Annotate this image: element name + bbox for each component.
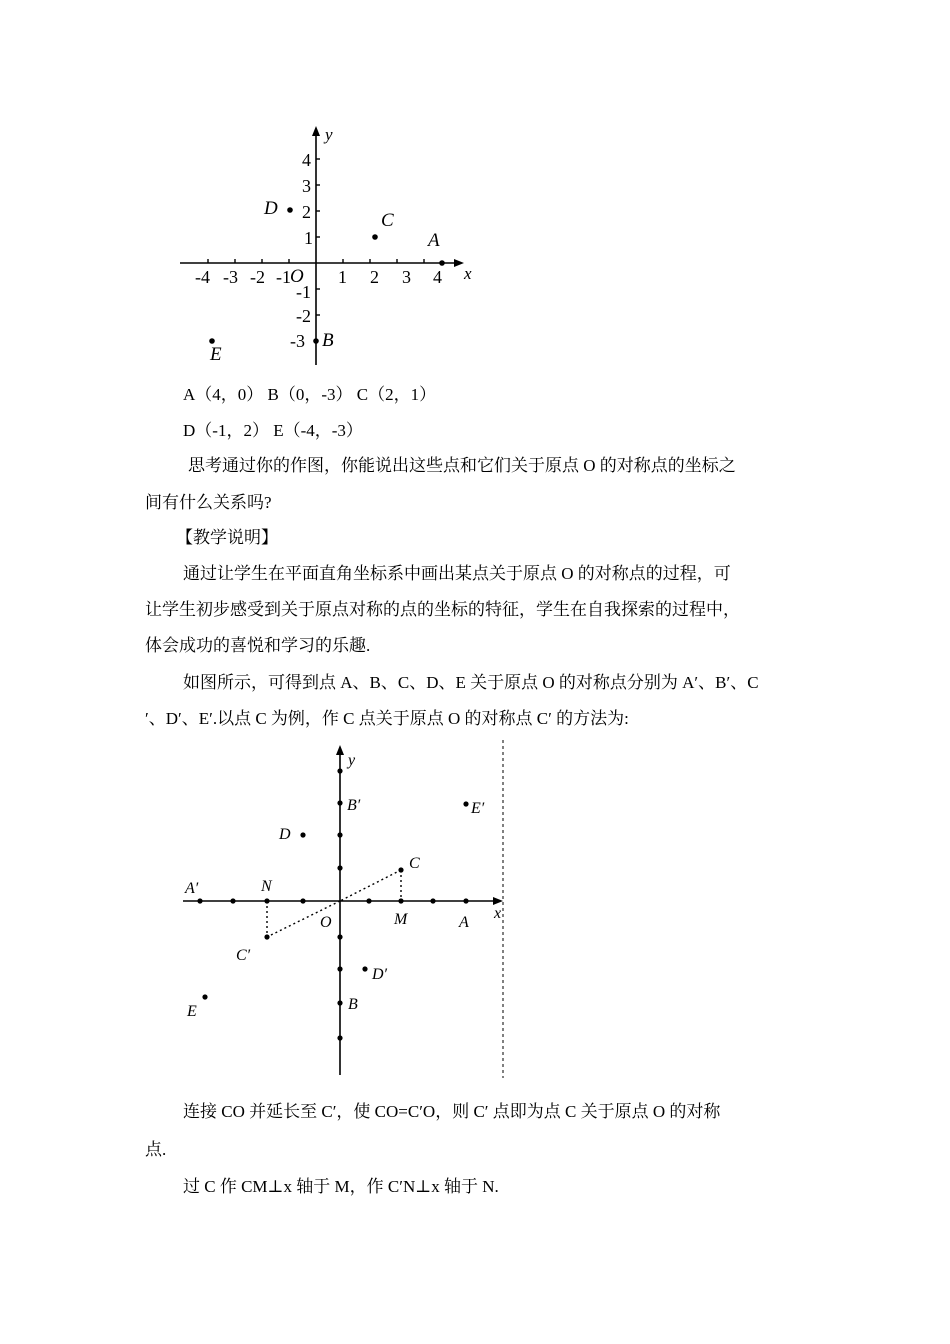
y-axis-dot xyxy=(337,1000,342,1005)
point-d-prime xyxy=(362,966,367,971)
x-tick-label: -3 xyxy=(223,267,238,287)
x-tick-label: -4 xyxy=(195,267,210,287)
origin-label: O xyxy=(290,266,304,287)
x-tick-label: 4 xyxy=(433,267,442,287)
point-b-label: B xyxy=(348,996,358,1013)
y-axis-dot xyxy=(337,1035,342,1040)
point-d-prime-label: D′ xyxy=(372,966,388,983)
x-axis-dot xyxy=(366,898,371,903)
x-axis-dot xyxy=(197,898,202,903)
point-d xyxy=(300,832,305,837)
coordinate-figure-1 xyxy=(170,120,490,375)
x-axis-dot xyxy=(463,898,468,903)
connect-line-2: 点. xyxy=(145,1140,167,1159)
point-e xyxy=(202,994,207,999)
y-axis-arrow xyxy=(336,745,344,755)
point-e xyxy=(209,338,215,344)
y-axis-dot xyxy=(337,865,342,870)
point-a xyxy=(439,260,445,266)
y-axis-dot xyxy=(337,832,342,837)
x-tick-label: -2 xyxy=(250,267,265,287)
x-axis-label: x xyxy=(494,905,502,922)
point-e-prime xyxy=(463,801,468,806)
y-axis-label: y xyxy=(325,125,333,144)
x-tick-label: 1 xyxy=(338,267,347,287)
origin-label: O xyxy=(320,914,332,931)
figure-intro-line-1: 如图所示，可得到点 A、B、C、D、E 关于原点 O 的对称点分别为 A′、B′、C xyxy=(183,673,759,692)
point-c-label: C xyxy=(409,855,420,872)
point-b-label: B xyxy=(322,330,334,351)
x-axis-arrow xyxy=(493,897,503,905)
x-axis-dot xyxy=(300,898,305,903)
point-c-prime-label: C′ xyxy=(236,947,251,964)
coords-line-2: D（-1，2） E（-4，-3） xyxy=(183,421,363,440)
x-axis-dot xyxy=(230,898,235,903)
y-axis-arrow xyxy=(312,126,320,136)
y-tick-label: 3 xyxy=(302,176,311,196)
x-axis-dot xyxy=(264,898,269,903)
think-line-1: 思考通过你的作图，你能说出这些点和它们关于原点 O 的对称点的坐标之 xyxy=(188,456,736,475)
x-tick-label: -1 xyxy=(276,267,291,287)
figure-intro-line-2: ′、D′、E′.以点 C 为例，作 C 点关于原点 O 的对称点 C′ 的方法为: xyxy=(145,709,629,728)
point-d-label: D xyxy=(264,198,278,219)
y-axis-label: y xyxy=(348,752,356,769)
explanation-line-2: 让学生初步感受到关于原点对称的点的坐标的特征，学生在自我探索的过程中， xyxy=(145,600,740,619)
point-a-prime-label: A′ xyxy=(185,880,199,897)
x-tick-label: 2 xyxy=(370,267,379,287)
point-n-label: N xyxy=(261,878,272,895)
y-tick-label: 2 xyxy=(302,202,311,222)
coords-line-1: A（4，0） B（0，-3） C（2，1） xyxy=(183,385,437,404)
point-e-prime-label: E′ xyxy=(471,800,485,817)
explanation-line-1: 通过让学生在平面直角坐标系中画出某点关于原点 O 的对称点的过程，可 xyxy=(183,564,731,583)
x-axis-arrow xyxy=(454,259,464,267)
connect-line-1: 连接 CO 并延长至 C′，使 CO=C′O，则 C′ 点即为点 C 关于原点 O 的对称 xyxy=(183,1102,721,1121)
point-c-prime xyxy=(264,934,269,939)
y-tick-label: -2 xyxy=(296,306,311,326)
y-axis-dot xyxy=(337,934,342,939)
point-c xyxy=(372,234,378,240)
point-a-label: A xyxy=(459,914,469,931)
point-e-label: E xyxy=(210,344,222,365)
x-axis-label: x xyxy=(464,264,472,283)
co-dotted-segment xyxy=(340,870,401,901)
think-line-2: 间有什么关系吗? xyxy=(145,493,272,512)
coordinate-figure-2 xyxy=(175,740,515,1080)
point-c xyxy=(398,867,403,872)
y-axis-dot xyxy=(337,966,342,971)
y-axis-dot xyxy=(337,800,342,805)
x-axis-dot xyxy=(430,898,435,903)
x-tick-label: 3 xyxy=(402,267,411,287)
section-title: 【教学说明】 xyxy=(176,528,278,547)
perpendicular-line: 过 C 作 CM⊥x 轴于 M，作 C′N⊥x 轴于 N. xyxy=(183,1177,499,1196)
point-b-prime-label: B′ xyxy=(347,797,361,814)
y-tick-label: -1 xyxy=(296,282,311,302)
y-tick-label: 1 xyxy=(304,228,313,248)
point-c-label: C xyxy=(381,210,394,231)
y-tick-label: 4 xyxy=(302,150,311,170)
explanation-line-3: 体会成功的喜悦和学习的乐趣. xyxy=(145,636,371,655)
x-axis-dot xyxy=(398,898,403,903)
y-axis-dot xyxy=(337,768,342,773)
point-a-label: A xyxy=(428,230,440,251)
y-tick-label: -3 xyxy=(290,331,305,351)
point-m-label: M xyxy=(394,911,408,928)
point-b xyxy=(313,338,319,344)
point-d-label: D xyxy=(279,826,291,843)
point-d xyxy=(287,207,293,213)
point-e-label: E xyxy=(187,1003,197,1020)
